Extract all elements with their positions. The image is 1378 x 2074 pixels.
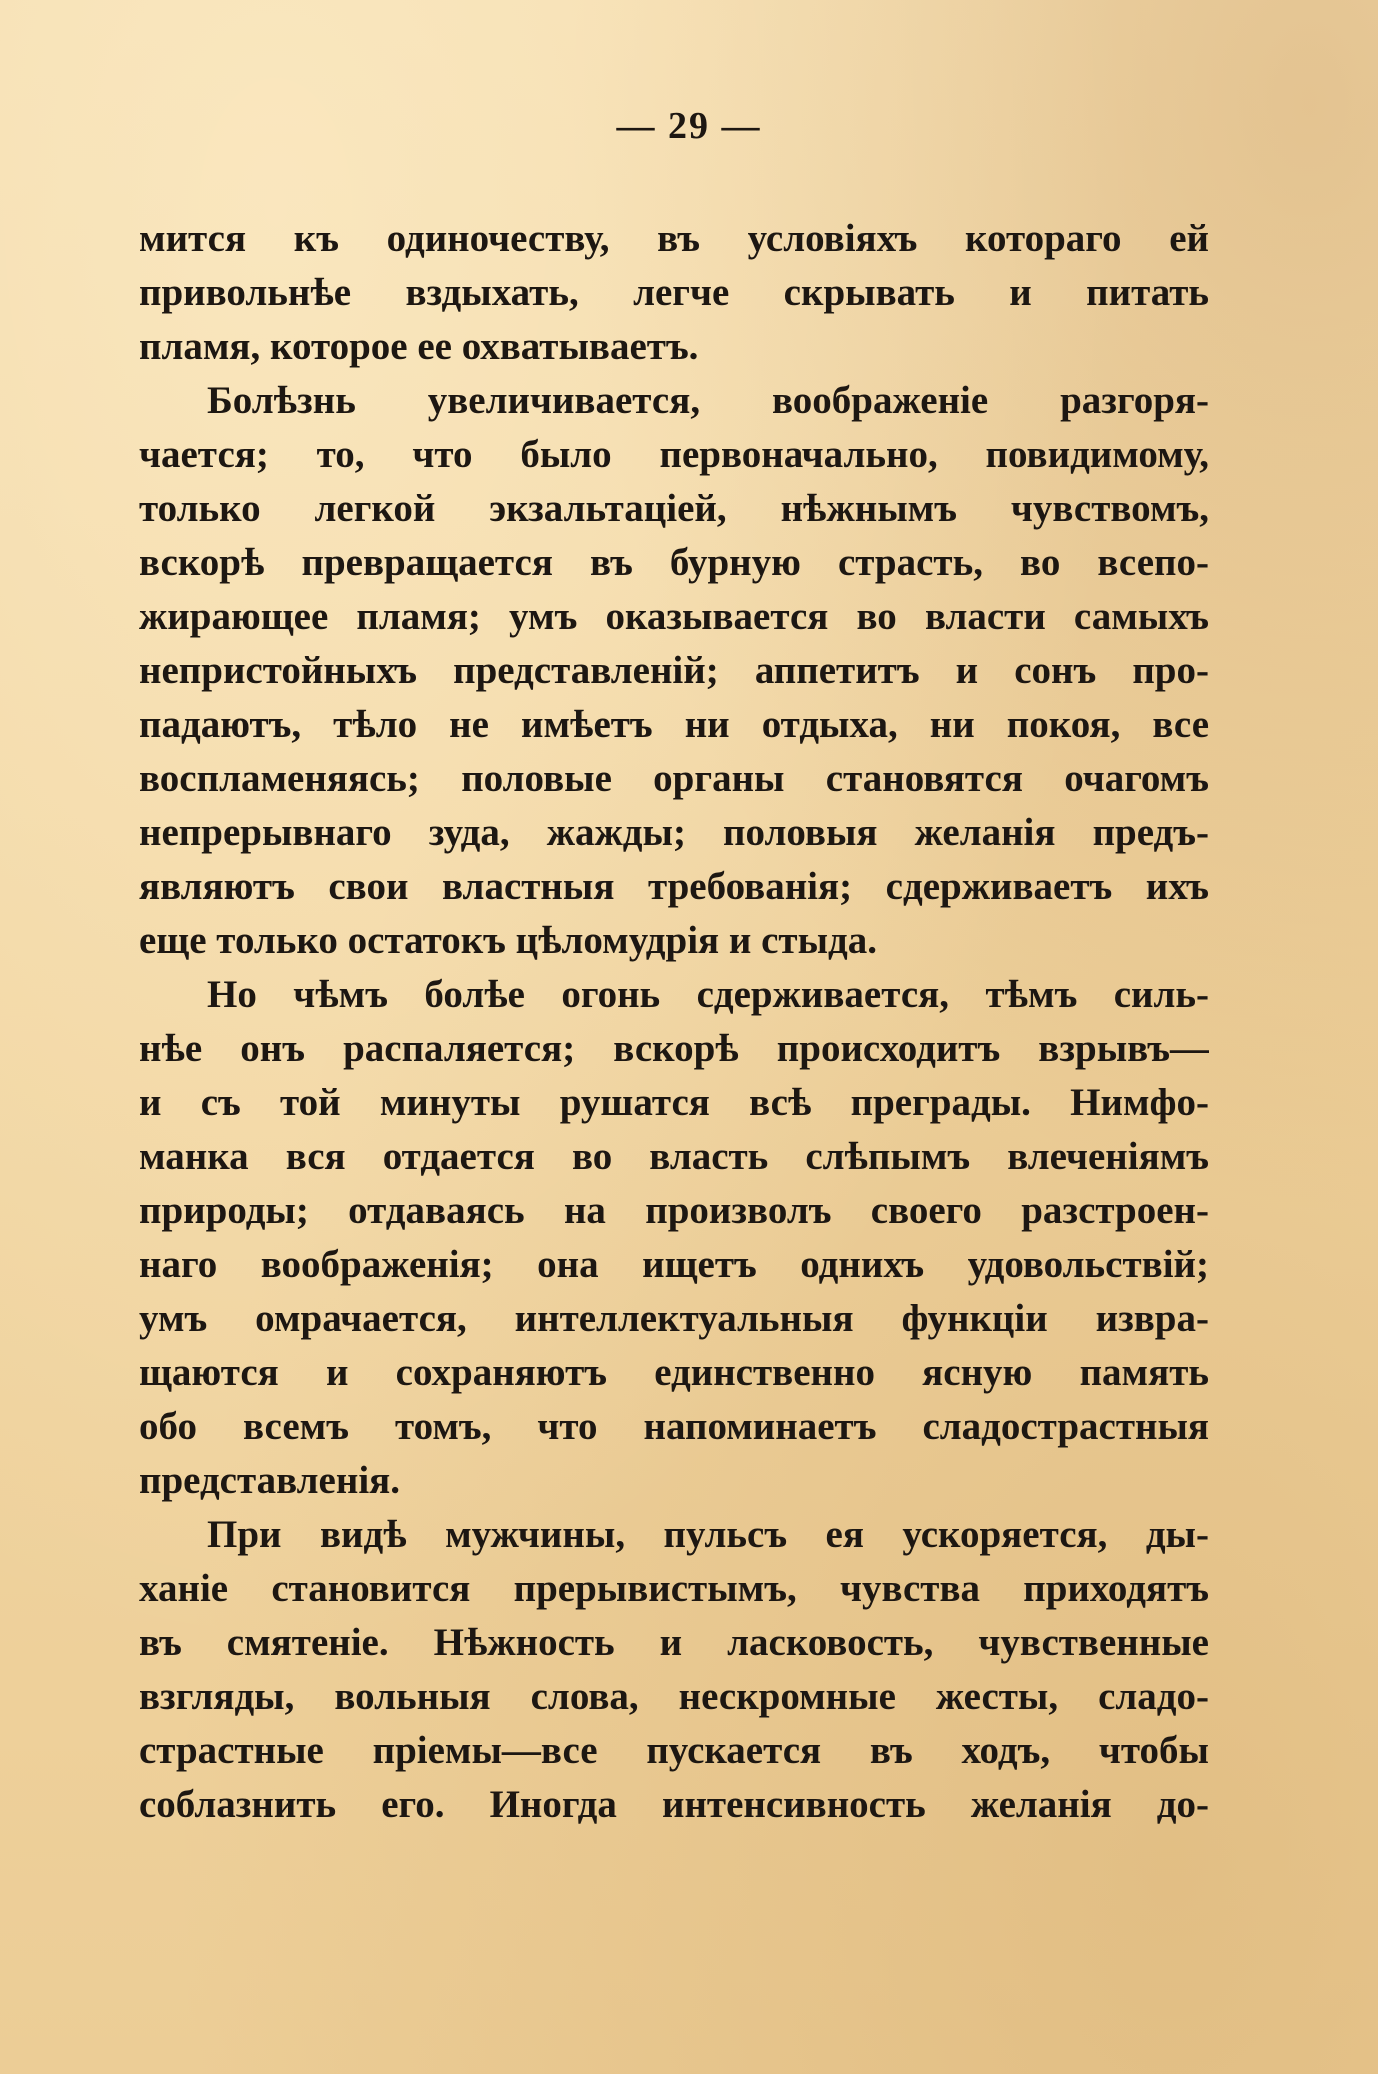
text-line: вскорѣ превращается въ бурную страсть, во всепо- — [139, 541, 1209, 584]
text-line: нѣе онъ распаляется; вскорѣ происходитъ взрывъ— — [139, 1027, 1209, 1070]
text-line: природы; отдаваясь на произволъ своего разстроен- — [139, 1189, 1209, 1232]
text-line: воспламеняясь; половые органы становятся очагомъ — [139, 757, 1209, 800]
paragraph — [139, 374, 1209, 968]
text-line: привольнѣе вздыхать, легче скрывать и питать — [139, 271, 1209, 314]
text-line: падаютъ, тѣло не имѣетъ ни отдыха, ни покоя, все — [139, 703, 1209, 746]
text-line: взгляды, вольныя слова, нескромные жесты, сладо- — [139, 1675, 1209, 1718]
text-line: При видѣ мужчины, пульсъ ея ускоряется, ды- — [207, 1513, 1209, 1556]
text-line: еще только остатокъ цѣломудрія и стыда. — [139, 919, 878, 962]
paragraph — [139, 968, 1209, 1508]
text-line: непристойныхъ представленій; аппетитъ и сонъ про- — [139, 649, 1209, 692]
text-line: обо всемъ томъ, что напоминаетъ сладострастныя — [139, 1405, 1209, 1448]
text-line: наго воображенія; она ищетъ однихъ удовольствій; — [139, 1243, 1209, 1286]
text-line: чается; то, что было первоначально, повидимому, — [139, 433, 1209, 476]
text-line: Болѣзнь увеличивается, воображеніе разгоря- — [207, 379, 1209, 422]
text-line: только легкой экзальтаціей, нѣжнымъ чувствомъ, — [139, 487, 1209, 530]
text-line: ханіе становится прерывистымъ, чувства приходятъ — [139, 1567, 1209, 1610]
text-line: представленія. — [139, 1459, 401, 1502]
text-line: умъ омрачается, интеллектуальныя функціи извра- — [139, 1297, 1209, 1340]
paragraph — [139, 212, 1209, 374]
text-line: страстные пріемы—все пускается въ ходъ, чтобы — [139, 1729, 1209, 1772]
text-line: щаются и сохраняютъ единственно ясную память — [139, 1351, 1209, 1394]
text-line: и съ той минуты рушатся всѣ преграды. Нимфо- — [139, 1081, 1209, 1124]
text-line: соблазнить его. Иногда интенсивность желанія до- — [139, 1783, 1209, 1826]
page-number: — 29 — — [616, 105, 762, 147]
text-line: Но чѣмъ болѣе огонь сдерживается, тѣмъ силь- — [207, 973, 1209, 1016]
text-line: пламя, которое ее охватываетъ. — [139, 325, 699, 368]
text-line: жирающее пламя; умъ оказывается во власти самыхъ — [139, 595, 1209, 638]
paragraph — [139, 1508, 1209, 1832]
text-line: манка вся отдается во власть слѣпымъ влеченіямъ — [139, 1135, 1209, 1178]
text-line: мится къ одиночеству, въ условіяхъ котораго ей — [139, 217, 1209, 260]
text-line: непрерывнаго зуда, жажды; половыя желанія предъ- — [139, 811, 1209, 854]
text-line: въ смятеніе. Нѣжность и ласковость, чувственные — [139, 1621, 1209, 1664]
text-line: являютъ свои властныя требованія; сдерживаетъ ихъ — [139, 865, 1209, 908]
page-text-body — [139, 212, 1209, 1832]
